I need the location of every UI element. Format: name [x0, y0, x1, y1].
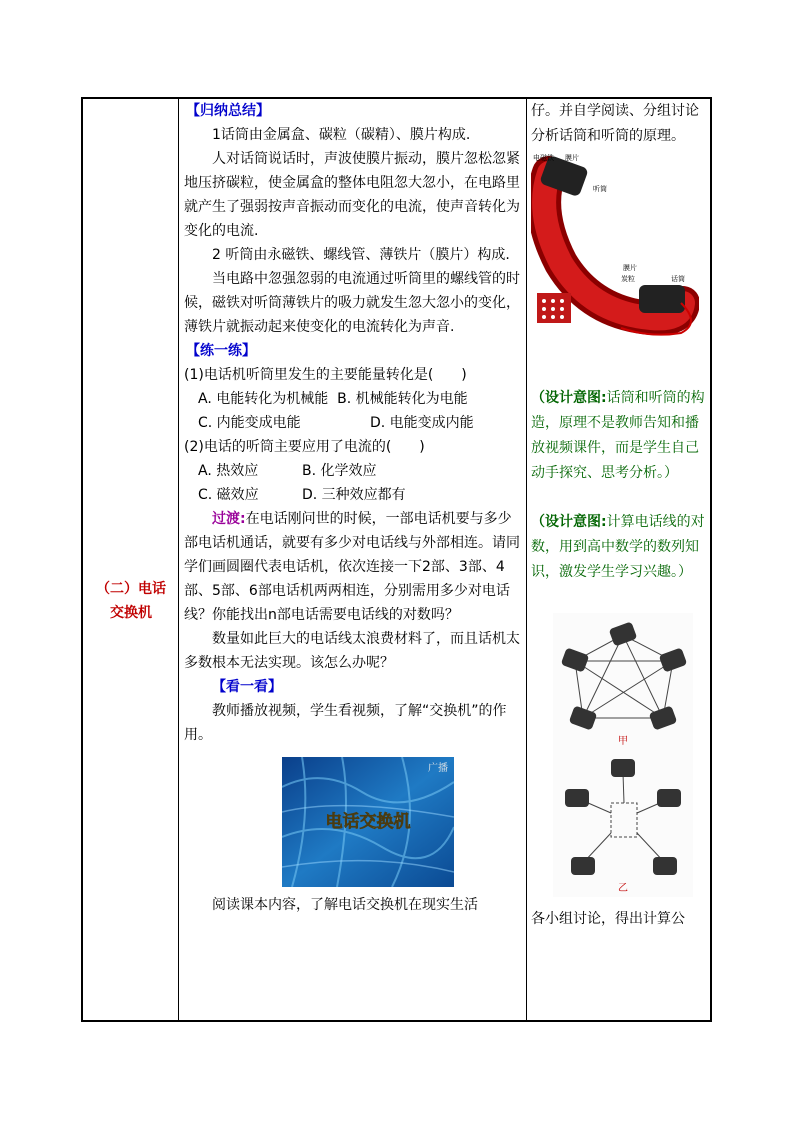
telephone-handset-illustration	[531, 153, 699, 338]
practice-heading: 【练一练】	[186, 343, 256, 359]
diagram-a-label: 甲	[618, 736, 628, 747]
reading-text: 阅读课本内容，了解电话交换机在现实生活	[212, 897, 478, 913]
look-heading: 【看一看】	[212, 679, 282, 695]
design-intent-2-text: 计算电话线的对数，用到高中数学的数列知识，激发学生学习兴趣。）	[531, 514, 705, 580]
transition-label: 过渡:	[212, 511, 246, 527]
telephone-network-diagrams	[553, 613, 693, 897]
label-transmitter: 话筒	[671, 275, 685, 283]
keypad-dots	[542, 299, 564, 319]
summary-line: 1话筒由金属盒、碳粒（碳精）、膜片构成.	[212, 127, 471, 143]
design-intent-1-label: （设计意图:	[531, 390, 607, 406]
q1-options-row	[184, 411, 524, 435]
q1-option-b: B. 机械能转化为电能	[337, 391, 468, 407]
transition-text: 在电话刚问世的时候，一部电话机要与多少部电话机通话，就要有多少对电话线与外部相连。请同学们画圆圈代表电话机，依次连接一下2部、3部、4部、5部、6部电话机两两相连，分别需用多少对电话线？你能找出n部电话需要电话线的对数吗？	[184, 511, 520, 623]
right-bottom-text: 各小组讨论，得出计算公	[531, 911, 685, 927]
q1-option-c: C. 内能变成电能	[198, 415, 301, 431]
q2-option-d: D. 三种效应都有	[302, 487, 406, 503]
q1-option-a: A. 电能转化为机械能	[198, 391, 329, 407]
q1-option-d: D. 电能变成内能	[370, 415, 474, 431]
q1-options-row	[184, 387, 524, 411]
label-diaphragm-bottom: 膜片	[623, 264, 637, 272]
teaching-content	[184, 99, 524, 917]
column-divider	[526, 99, 527, 1020]
lesson-table	[81, 97, 712, 1022]
video-corner-logo: 广播	[428, 763, 448, 774]
q2-option-c: C. 磁效应	[198, 487, 259, 503]
q2-options-row	[184, 483, 524, 507]
q2-option-b: B. 化学效应	[302, 463, 377, 479]
video-thumbnail[interactable]	[282, 757, 454, 887]
q2-options-row	[184, 459, 524, 483]
transition-paragraph	[184, 507, 524, 627]
label-receiver: 听筒	[593, 185, 607, 193]
label-diaphragm-top: 膜片	[565, 154, 579, 162]
row-label	[85, 577, 177, 625]
right-top-text: 仔。并自学阅读、分组讨论分析话筒和听筒的原理。	[531, 103, 699, 144]
question-2: (2)电话的听筒主要应用了电流的( )	[184, 439, 425, 455]
row-label-line: （二）电话	[96, 581, 166, 597]
look-text: 教师播放视频，学生看视频，了解“交换机”的作用。	[184, 703, 507, 743]
summary-line: 人对话筒说话时，声波使膜片振动，膜片忽松忽紧地压挤碳粒，使金属盒的整体电阻忽大忽小，在电路里就产生了强弱按声音振动而变化的电流，使声音转化为变化的电流.	[184, 151, 520, 239]
mouthpiece-cutaway	[639, 285, 685, 313]
design-intent-1-text: 话筒和听筒的构造，原理不是教师告知和播放视频课件，而是学生自己动手探究、思考分析。）	[531, 390, 705, 481]
design-intent-1	[531, 386, 711, 486]
summary-line: 当电路中忽强忽弱的电流通过听筒里的螺线管的时候，磁铁对听筒薄铁片的吸力就发生忽大忽小的变化，薄铁片就振动起来使变化的电流转化为声音.	[184, 271, 520, 335]
design-notes	[531, 99, 711, 932]
summary-heading: 【归纳总结】	[186, 103, 270, 119]
video-title: 电话交换机	[325, 812, 411, 832]
problem-paragraph: 数量如此巨大的电话线太浪费材料了，而且话机太多数根本无法实现。该怎么办呢？	[184, 631, 520, 671]
summary-line: 2 听筒由永磁铁、螺线管、薄铁片（膜片）构成.	[212, 247, 510, 263]
label-carbon-granules: 炭粒	[621, 275, 635, 283]
row-label-line: 交换机	[110, 605, 152, 621]
design-intent-2-label: （设计意图:	[531, 514, 607, 530]
column-divider	[178, 99, 179, 1020]
design-intent-2	[531, 510, 711, 585]
question-1: (1)电话机听筒里发生的主要能量转化是( )	[184, 367, 467, 383]
label-electromagnet: 电磁铁	[533, 154, 554, 162]
diagram-b-label: 乙	[618, 883, 628, 894]
q2-option-a: A. 热效应	[198, 463, 259, 479]
